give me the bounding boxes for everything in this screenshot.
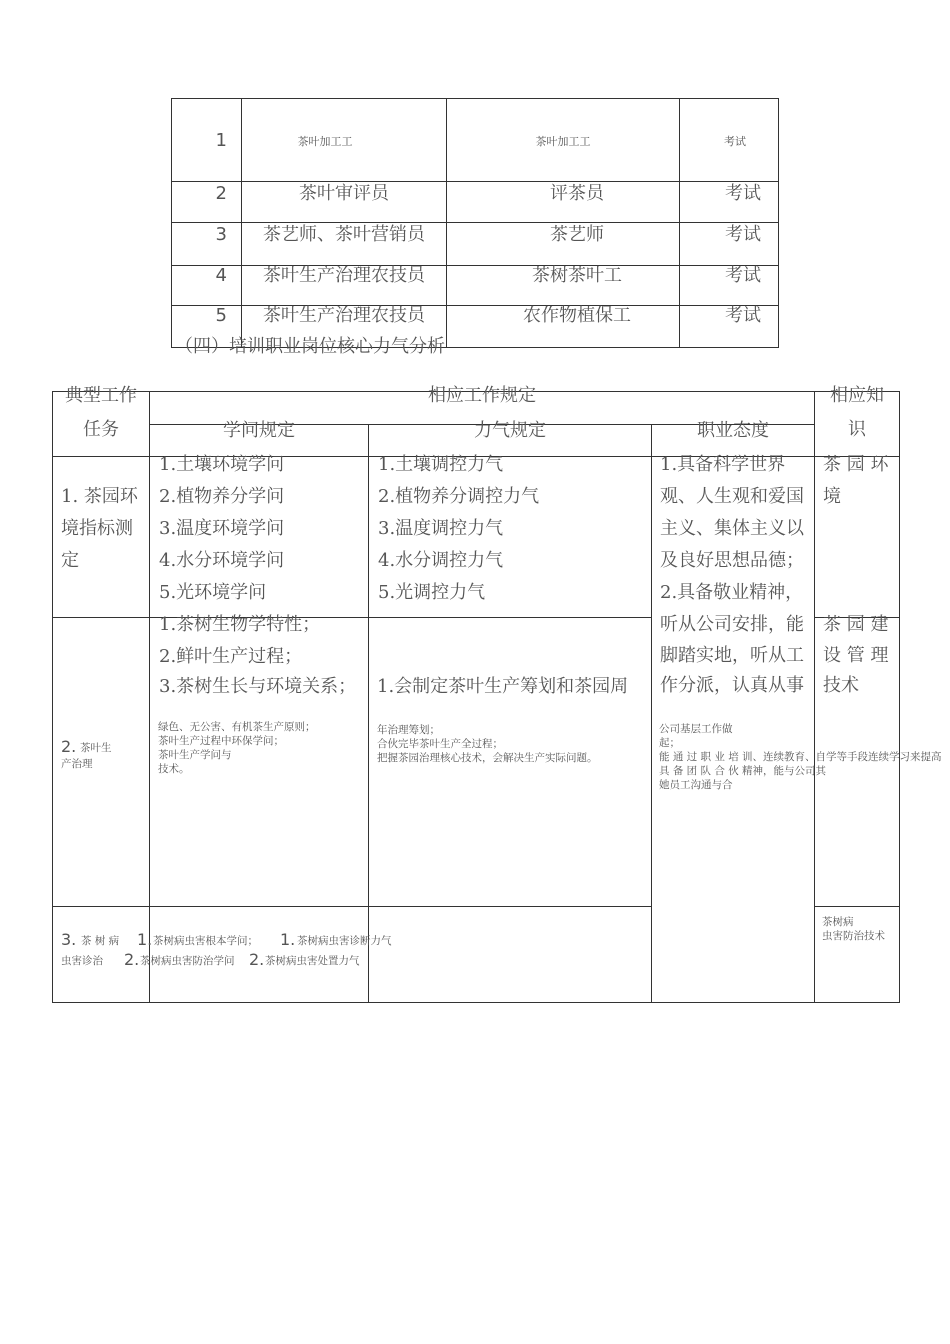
ability-item: 2.植物养分调控力气 bbox=[378, 486, 540, 507]
ability-note: 把握茶园治理核心技术，会解决生产实际问题。 bbox=[377, 752, 598, 764]
row-number: 3 bbox=[215, 224, 227, 245]
knowledge-note: 茶叶生产过程中环保学问； bbox=[158, 735, 284, 747]
header-related-knowledge-line2: 识 bbox=[848, 419, 866, 440]
attitude-line: 脚踏实地，听从工 bbox=[660, 645, 804, 666]
job-name: 茶艺师、茶叶营销员 bbox=[263, 224, 425, 245]
assessment-method: 考试 bbox=[725, 265, 761, 286]
task-text: 定 bbox=[61, 550, 79, 571]
knowledge-note: 技术。 bbox=[158, 763, 190, 775]
attitude-line: 作分派，认真从事 bbox=[660, 675, 804, 696]
job-name: 茶叶生产治理农技员 bbox=[263, 265, 425, 286]
job-name: 茶叶加工工 bbox=[297, 135, 353, 148]
related-knowledge: 虫害防治技术 bbox=[822, 930, 885, 942]
ability-item: 茶树病虫害处置力气 bbox=[265, 955, 360, 967]
knowledge-item: 5.光环境学问 bbox=[159, 582, 267, 603]
header-requirements: 相应工作规定 bbox=[428, 385, 536, 406]
attitude-line: 听从公司安排，能 bbox=[660, 614, 804, 635]
attitude-line: 1.具备科学世界 bbox=[660, 454, 786, 475]
job-name: 茶叶审评员 bbox=[299, 183, 389, 204]
row-number: 1 bbox=[215, 130, 227, 151]
ability-item: 1.会制定茶叶生产筹划和茶园周 bbox=[377, 676, 629, 697]
header-task-line2: 任务 bbox=[83, 419, 119, 440]
job-title: 茶树茶叶工 bbox=[532, 265, 622, 286]
task-text: 茶叶生 bbox=[80, 742, 112, 754]
assessment-method: 考试 bbox=[725, 305, 761, 326]
ability-number: 1. bbox=[280, 930, 296, 949]
related-knowledge: 技术 bbox=[823, 675, 859, 696]
header-task-line1: 典型工作 bbox=[65, 385, 137, 406]
knowledge-item: 4.水分环境学问 bbox=[159, 550, 285, 571]
knowledge-item: 1.土壤环境学问 bbox=[159, 454, 285, 475]
knowledge-item: 2.植物养分学问 bbox=[159, 486, 285, 507]
ability-note: 年治理筹划； bbox=[377, 724, 440, 736]
ability-item: 茶树病虫害诊断力气 bbox=[297, 935, 392, 947]
row-number: 2 bbox=[215, 183, 227, 204]
knowledge-note: 茶叶生产学问与 bbox=[158, 749, 232, 761]
attitude-note: 能 通 过 职 业 培 训、连续教育、自学等手段连续学习来提高 bbox=[659, 751, 942, 763]
attitude-line: 观、人生观和爱国 bbox=[660, 486, 804, 507]
knowledge-item: 3.茶树生长与环境关系； bbox=[159, 676, 357, 697]
job-title: 茶艺师 bbox=[550, 224, 604, 245]
ability-item: 5.光调控力气 bbox=[378, 582, 486, 603]
task-number: 2. bbox=[61, 737, 77, 756]
knowledge-item: 茶树病虫害防治学问 bbox=[140, 955, 235, 967]
job-title: 农作物植保工 bbox=[523, 305, 631, 326]
header-ability-requirements: 力气规定 bbox=[474, 420, 546, 441]
related-knowledge: 茶树病 bbox=[822, 916, 854, 928]
related-knowledge: 设 管 理 bbox=[823, 645, 889, 666]
job-title: 评茶员 bbox=[550, 183, 604, 204]
knowledge-number: 2. bbox=[124, 950, 140, 969]
row-number: 4 bbox=[215, 265, 227, 286]
related-knowledge: 茶 园 环 bbox=[823, 454, 889, 475]
ability-item: 3.温度调控力气 bbox=[378, 518, 504, 539]
attitude-line: 2.具备敬业精神， bbox=[660, 582, 804, 603]
task-text: 产治理 bbox=[61, 758, 93, 770]
attitude-note: 公司基层工作做 bbox=[659, 723, 733, 735]
attitude-note: 具 备 团 队 合 伙 精神，能与公司其 bbox=[659, 765, 827, 777]
task-text: 虫害诊治 bbox=[61, 955, 103, 967]
attitude-line: 主义、集体主义以 bbox=[660, 518, 804, 539]
knowledge-item: 茶树病虫害根本学问； bbox=[153, 935, 258, 947]
header-attitude: 职业态度 bbox=[697, 420, 769, 441]
ability-item: 4.水分调控力气 bbox=[378, 550, 504, 571]
section-heading: （四）培训职业岗位核心力气分析 bbox=[175, 336, 445, 357]
ability-note: 合伙完毕茶叶生产全过程； bbox=[377, 738, 503, 750]
attitude-line: 及良好思想品德； bbox=[660, 550, 804, 571]
related-knowledge: 境 bbox=[823, 486, 841, 507]
job-title: 茶叶加工工 bbox=[535, 135, 591, 148]
ability-number: 2. bbox=[249, 950, 265, 969]
knowledge-number: 1. bbox=[137, 930, 153, 949]
assessment-method: 考试 bbox=[725, 183, 761, 204]
attitude-note: 她员工沟通与合 bbox=[659, 779, 733, 791]
task-text: 1. 茶园环 bbox=[61, 486, 138, 507]
knowledge-item: 1.茶树生物学特性； bbox=[159, 614, 321, 635]
header-knowledge-requirements: 学问规定 bbox=[223, 420, 295, 441]
ability-item: 1.土壤调控力气 bbox=[378, 454, 504, 475]
knowledge-note: 绿色、无公害、有机茶生产原则； bbox=[158, 721, 316, 733]
related-knowledge: 茶 园 建 bbox=[823, 614, 889, 635]
assessment-method: 考试 bbox=[724, 135, 746, 148]
job-name: 茶叶生产治理农技员 bbox=[263, 305, 425, 326]
assessment-method: 考试 bbox=[725, 224, 761, 245]
task-number: 3. bbox=[61, 930, 77, 949]
task-text: 茶 树 病 bbox=[81, 935, 120, 947]
task-text: 境指标测 bbox=[61, 518, 133, 539]
row-number: 5 bbox=[215, 305, 227, 326]
attitude-note: 起； bbox=[659, 737, 680, 749]
knowledge-item: 2.鲜叶生产过程； bbox=[159, 646, 303, 667]
knowledge-item: 3.温度环境学问 bbox=[159, 518, 285, 539]
header-related-knowledge-line1: 相应知 bbox=[830, 385, 884, 406]
